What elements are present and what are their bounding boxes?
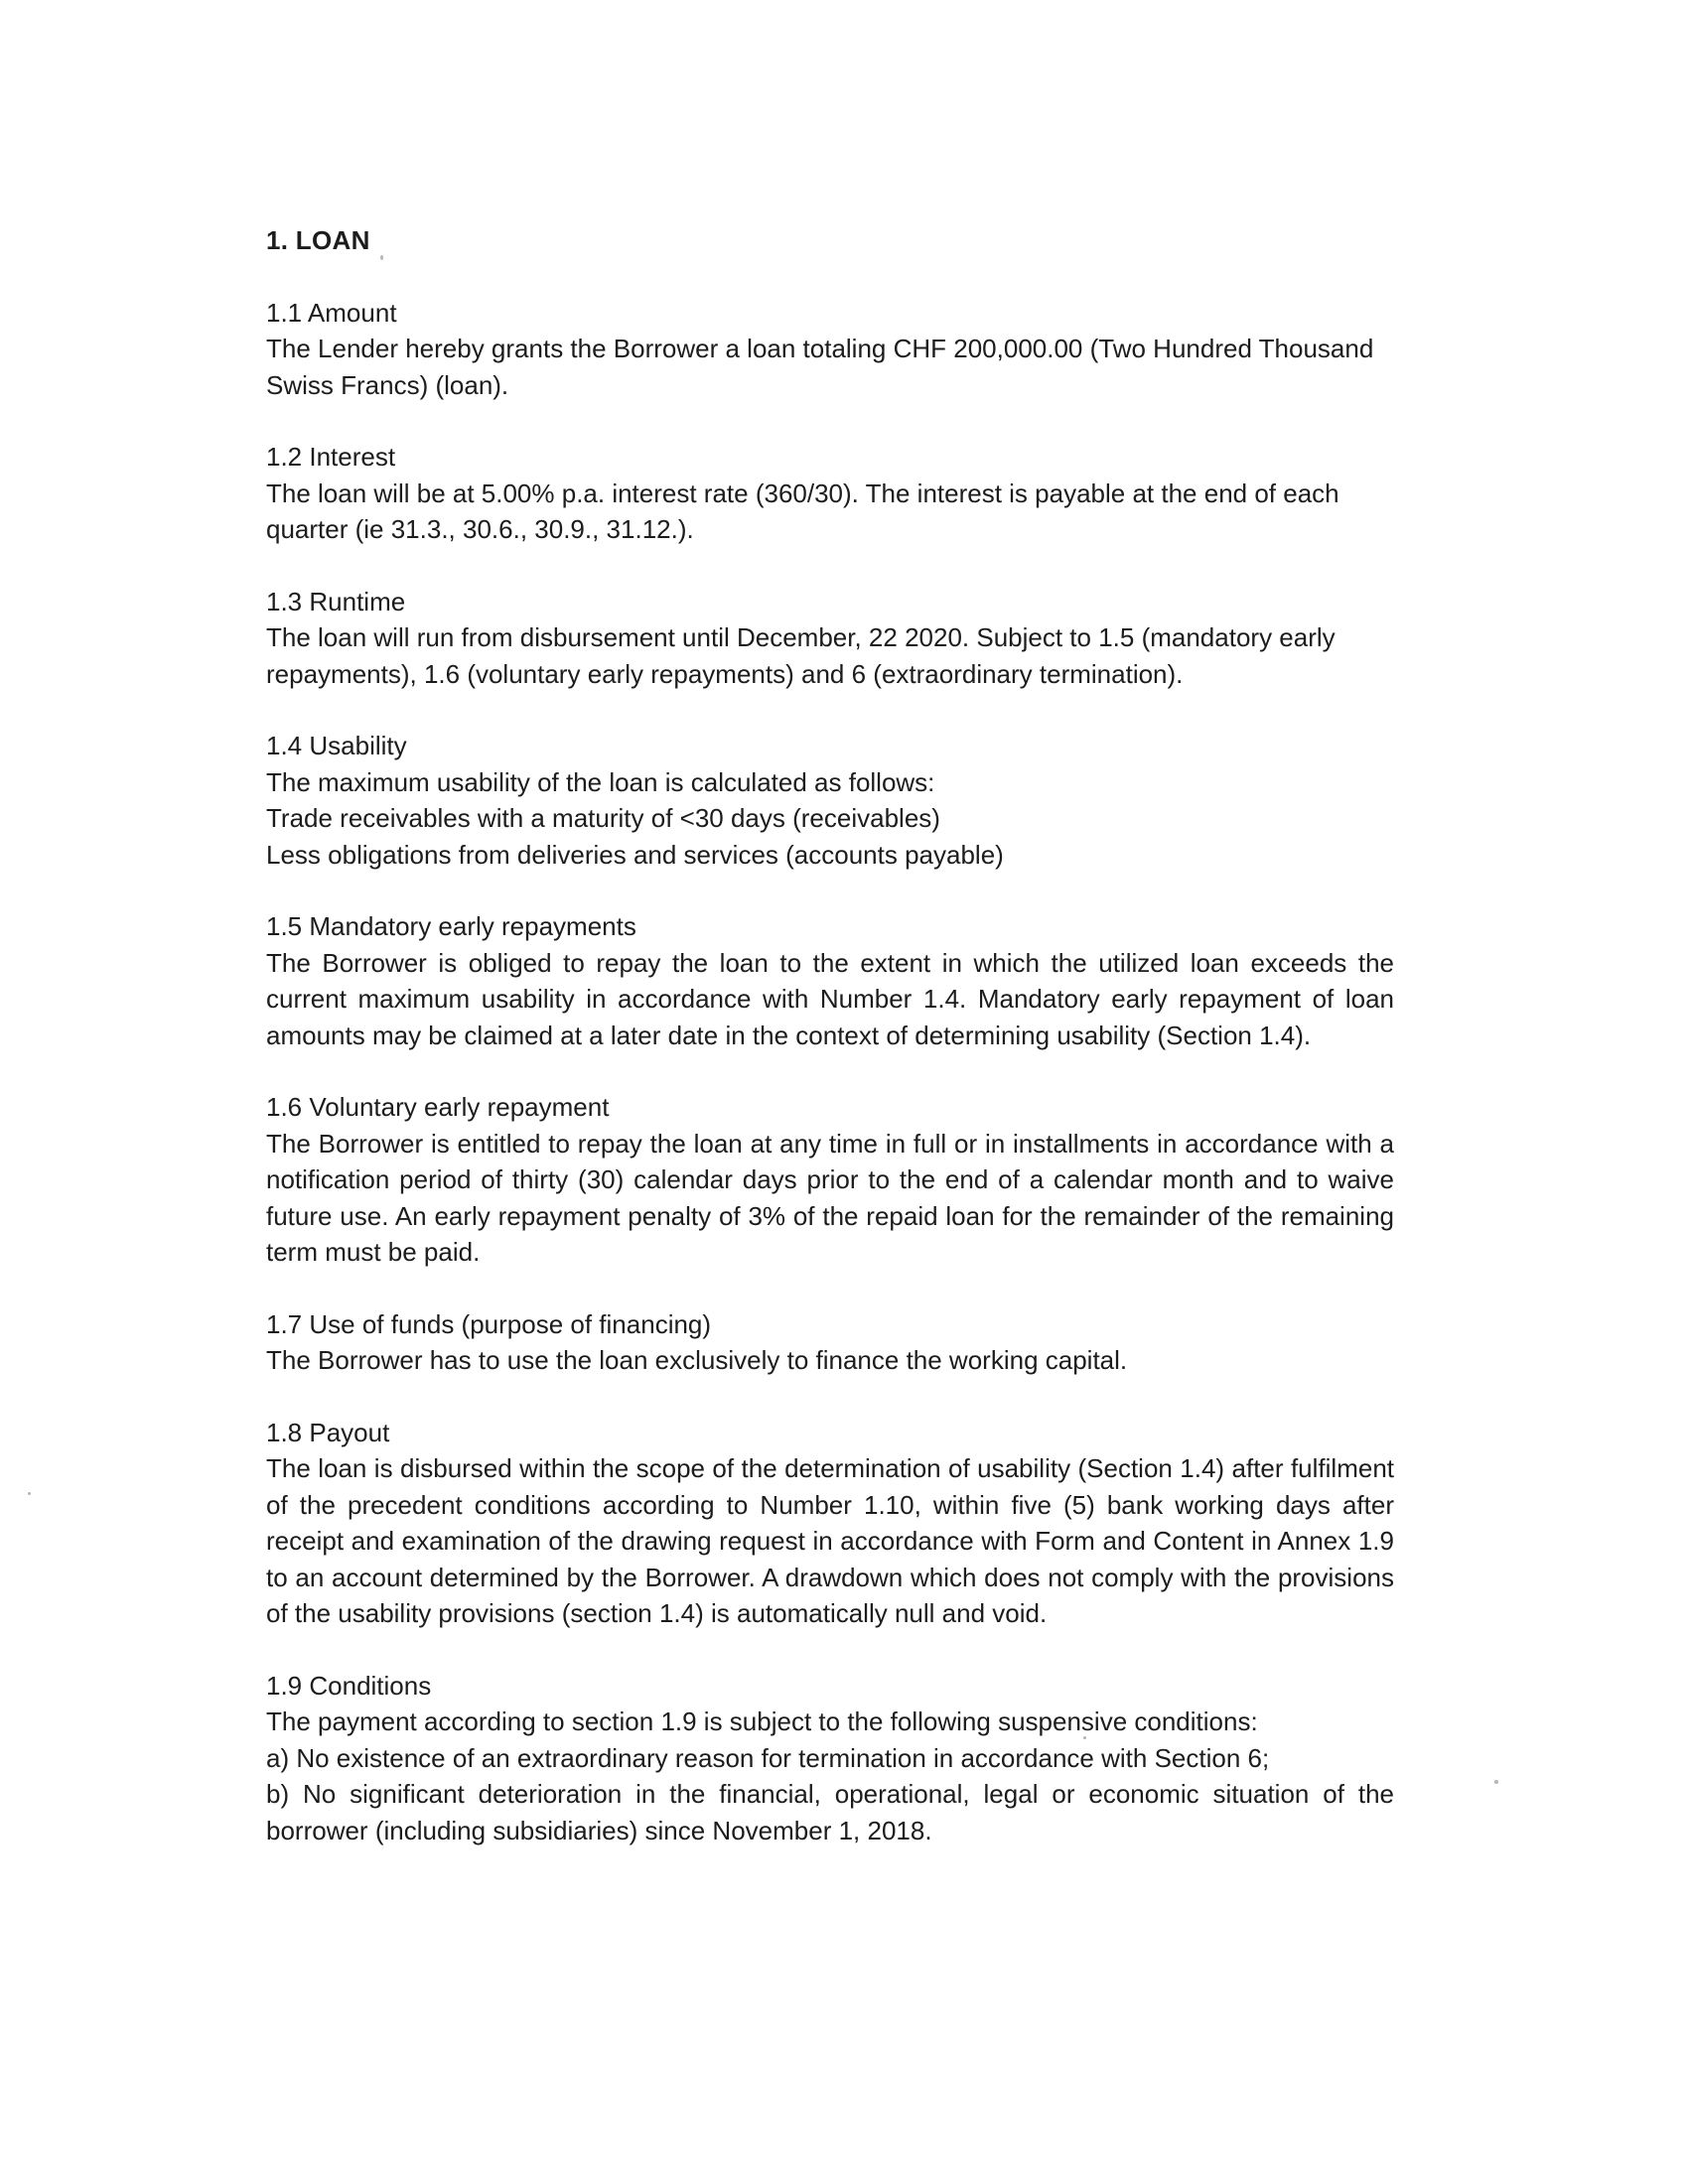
section-text: The maximum usability of the loan is calculated as follows: [266, 766, 935, 797]
scan-speck [1494, 1780, 1498, 1784]
section-1-6-voluntary-early-repayment [266, 1089, 1394, 1271]
section-heading: 1.4 Usability [266, 731, 407, 760]
section-1-7-use-of-funds [266, 1306, 1394, 1379]
section-text: The Lender hereby grants the Borrower a loan totaling CHF 200,000.00 (Two Hundred Thousand Swiss Francs) (loan). [266, 334, 1374, 400]
scan-speck [380, 255, 383, 260]
section-text: The loan will be at 5.00% p.a. interest rate (360/30). The interest is payable at the end of each quarter (ie 31.3., 30.6., 30.9., 31.12.). [266, 478, 1339, 544]
section-1-1-amount [266, 295, 1394, 404]
scan-speck [1083, 1736, 1086, 1739]
section-text: The Borrower is entitled to repay the loan at any time in full or in installments in accordance with a notification period of thirty (30) calendar days prior to the end of a calendar month and to waive future use. An early repayment penalty of 3% of the repaid loan for the remainder of the remaining term must be paid. [266, 1128, 1394, 1267]
section-heading: 1.9 Conditions [266, 1670, 432, 1701]
section-heading: 1.5 Mandatory early repayments [266, 911, 636, 941]
section-heading: 1.8 Payout [266, 1417, 390, 1447]
condition-item-b: b) No significant deterioration in the financial, operational, legal or economic situation of the borrower (including subsidiaries) since November 1, 2018. [266, 1779, 1394, 1845]
section-heading: 1.2 Interest [266, 442, 396, 472]
section-heading: 1.7 Use of funds (purpose of financing) [266, 1308, 712, 1339]
document-body [266, 222, 1394, 1884]
section-1-8-payout [266, 1415, 1394, 1632]
section-heading: 1.6 Voluntary early repayment [266, 1092, 610, 1122]
section-heading: 1.1 Amount [266, 297, 397, 328]
section-heading: 1.3 Runtime [266, 586, 406, 616]
section-1-5-mandatory-early-repayments [266, 908, 1394, 1053]
section-1-9-conditions [266, 1668, 1394, 1849]
section-text: The Borrower has to use the loan exclusively to finance the working capital. [266, 1345, 1128, 1375]
section-1-2-interest [266, 439, 1394, 548]
section-text: The payment according to section 1.9 is subject to the following suspensive conditions: [266, 1706, 1258, 1736]
section-text: The loan is disbursed within the scope of the determination of usability (Section 1.4) after fulfilment of the precedent conditions according to Number 1.10, within five (5) bank working days after receipt and examination of the drawing request in accordance with Form and Content in Annex 1.9 to an account determined by the Borrower. A drawdown which does not comply with the provisions of the usability provisions (section 1.4) is automatically null and void. [266, 1453, 1394, 1628]
section-text-receivables: Trade receivables with a maturity of <30 days (receivables) [266, 803, 940, 833]
section-text-payables: Less obligations from deliveries and services (accounts payable) [266, 839, 1004, 870]
section-1-4-usability [266, 728, 1394, 873]
condition-item-a: a) No existence of an extraordinary reason for termination in accordance with Section 6; [266, 1742, 1270, 1773]
scan-speck [28, 1492, 31, 1495]
section-text: The loan will run from disbursement until December, 22 2020. Subject to 1.5 (mandatory early repayments), 1.6 (voluntary early repayments) and 6 (extraordinary termination). [266, 622, 1336, 689]
document-title: 1. LOAN [266, 225, 370, 255]
section-1-3-runtime [266, 584, 1394, 693]
section-text: The Borrower is obliged to repay the loan to the extent in which the utilized loan exceeds the current maximum usability in accordance with Number 1.4. Mandatory early repayment of loan amounts may be claimed at a later date in the context of determining usability (Section 1.4). [266, 947, 1394, 1050]
